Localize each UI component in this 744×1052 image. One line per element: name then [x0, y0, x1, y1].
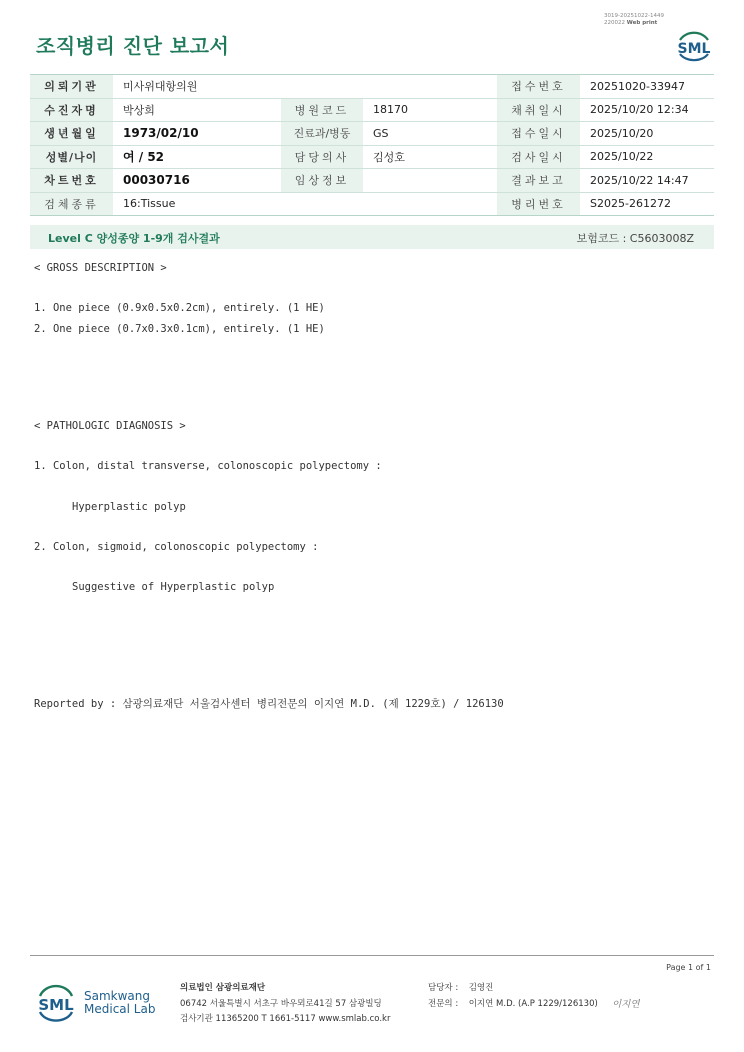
value-pathology-no: S2025-261272: [580, 192, 714, 216]
logo-text: SML: [677, 41, 711, 57]
table-row: [30, 122, 714, 146]
print-meta-line2: [604, 20, 664, 27]
label-requesting-org: 의뢰기관: [30, 75, 113, 99]
label-department: 진료과/병동: [281, 122, 363, 146]
value-test-date: 2025/10/22: [580, 145, 714, 169]
label-chart-no: 차트번호: [30, 169, 113, 193]
print-meta: [604, 13, 664, 27]
footer-divider: [30, 955, 714, 956]
test-banner: [30, 225, 714, 249]
specialist-row: [428, 997, 598, 1013]
sml-logo-icon: [674, 26, 714, 64]
manager-name: 김영진: [468, 983, 494, 993]
value-requesting-org: 미사위대항의원: [113, 75, 497, 99]
value-birth-date: 1973/02/10: [113, 122, 281, 146]
label-receipt-no: 접수번호: [497, 75, 580, 99]
staff-info: [428, 981, 598, 1012]
label-clinical-info: 임상정보: [281, 169, 363, 193]
value-patient-name: 박상희: [113, 98, 281, 122]
diagnosis-2-result: Suggestive of Hyperplastic polyp: [72, 581, 275, 593]
value-receipt-date: 2025/10/20: [580, 122, 714, 146]
label-report-date: 결과보고: [497, 169, 580, 193]
value-chart-no: 00030716: [113, 169, 281, 193]
org-address: 06742 서울특별시 서초구 바우뫼로41길 57 삼광빌딩: [180, 998, 382, 1009]
value-report-date: 2025/10/22 14:47: [580, 169, 714, 193]
reported-by: Reported by : 삼광의료재단 서울검사센터 병리전문의 이지연 M.D. (제 1229호) / 126130: [34, 698, 504, 710]
print-meta-id: 3019-20251022-1449: [604, 13, 664, 19]
table-row: [30, 169, 714, 193]
value-department: GS: [363, 122, 497, 146]
gross-description-header: < GROSS DESCRIPTION >: [34, 262, 167, 274]
gross-item-1: 1. One piece (0.9x0.5x0.2cm), entirely. (1 HE): [34, 302, 325, 314]
manager-label: 담당자 :: [428, 983, 459, 993]
logo-text: SML: [38, 996, 74, 1014]
brand-name: [84, 990, 155, 1016]
page-number: Page 1 of 1: [666, 963, 711, 972]
label-test-date: 검사일시: [497, 145, 580, 169]
value-doctor: 김성호: [363, 145, 497, 169]
diagnosis-1-result: Hyperplastic polyp: [72, 501, 186, 513]
print-meta-label: Web print: [626, 20, 658, 26]
label-hospital-code: 병원코드: [281, 98, 363, 122]
organization-info: [180, 981, 390, 1028]
specialist-label: 전문의 :: [428, 998, 459, 1009]
test-name: Level C 양성종양 1-9개 검사결과: [48, 232, 220, 245]
gross-item-2: 2. One piece (0.7x0.3x0.1cm), entirely. (1 HE): [34, 323, 325, 335]
manager-row: [428, 981, 598, 997]
label-collection-date: 채취일시: [497, 98, 580, 122]
org-name: 의료법인 삼광의료재단: [180, 983, 266, 993]
table-row: [30, 98, 714, 122]
label-pathology-no: 병리번호: [497, 192, 580, 216]
label-birth-date: 생년월일: [30, 122, 113, 146]
label-doctor: 담당의사: [281, 145, 363, 169]
value-receipt-no: 20251020-33947: [580, 75, 714, 99]
value-clinical-info: [363, 169, 497, 193]
value-sex-age: 여 / 52: [113, 145, 281, 169]
table-row: [30, 192, 714, 216]
org-contact: 검사기관 11365200 T 1661-5117 www.smlab.co.kr: [180, 1014, 391, 1024]
diagnosis-1-site: 1. Colon, distal transverse, colonoscopic polypectomy :: [34, 460, 382, 472]
brand-line-2: Medical Lab: [84, 1002, 156, 1016]
signature: 이지연: [612, 999, 640, 1010]
diagnosis-header: < PATHOLOGIC DIAGNOSIS >: [34, 420, 186, 432]
print-meta-code: 220022: [604, 20, 625, 26]
sml-logo-icon: [36, 978, 76, 1026]
label-sex-age: 성별/나이: [30, 145, 113, 169]
value-specimen-type: 16:Tissue: [113, 192, 497, 216]
value-collection-date: 2025/10/20 12:34: [580, 98, 714, 122]
value-hospital-code: 18170: [363, 98, 497, 122]
label-receipt-date: 접수일시: [497, 122, 580, 146]
table-row: [30, 145, 714, 169]
specialist-name: 이지연 M.D. (A.P 1229/126130): [468, 998, 598, 1009]
label-patient-name: 수진자명: [30, 98, 113, 122]
patient-info-table: [30, 74, 714, 216]
insurance-code: 보험코드 : C5603008Z: [576, 232, 694, 245]
brand-line-1: Samkwang: [84, 989, 150, 1003]
diagnosis-2-site: 2. Colon, sigmoid, colonoscopic polypectomy :: [34, 541, 319, 553]
report-title: 조직병리 진단 보고서: [36, 34, 230, 58]
table-row: [30, 75, 714, 99]
label-specimen-type: 검체종류: [30, 192, 113, 216]
